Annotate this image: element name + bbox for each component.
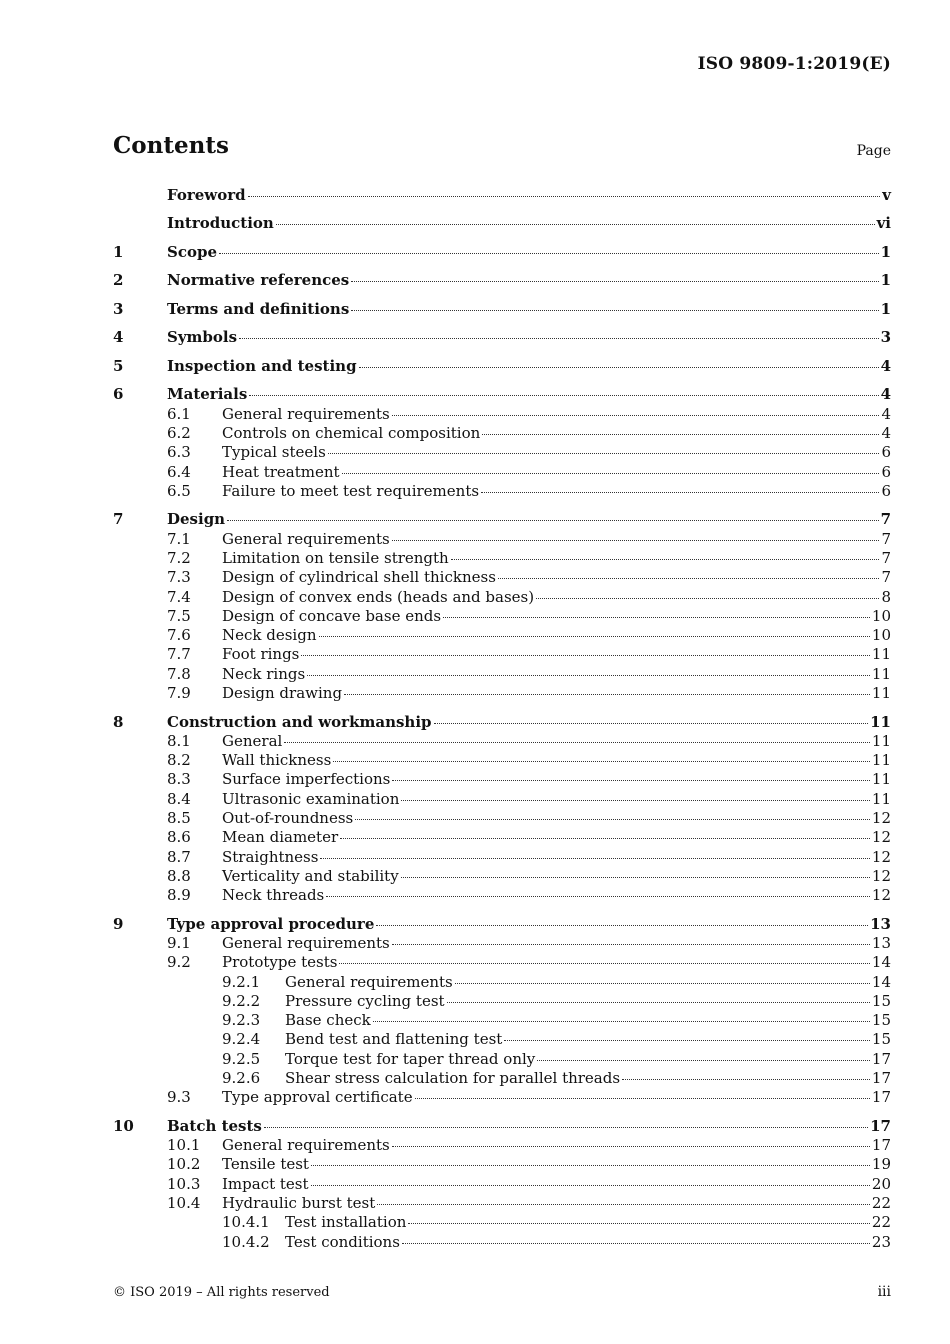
toc-entry-page[interactable]: 11 [871, 664, 891, 683]
toc-entry-number: 8.2 [167, 751, 191, 770]
toc-entry-title[interactable]: Surface imperfections [222, 770, 391, 789]
toc-entry-title[interactable]: Tensile test [222, 1155, 309, 1174]
page-column-label: Page [856, 143, 891, 159]
toc-entry-number: 7.9 [167, 684, 191, 703]
toc-entry-number: 9.3 [167, 1088, 191, 1107]
toc-entry-page[interactable]: 12 [871, 886, 891, 905]
toc-entry-page[interactable]: 23 [871, 1232, 891, 1251]
toc-entry-number: 6 [113, 385, 124, 404]
toc-entry-number: 8.9 [167, 886, 191, 905]
toc-entry[interactable] [113, 510, 891, 529]
toc-entry-page[interactable]: v [882, 186, 891, 204]
toc-entry-title[interactable]: Test installation [285, 1213, 407, 1232]
dot-leader [264, 1127, 868, 1128]
document-code: ISO 9809-1:2019(E) [697, 54, 891, 74]
toc-entry-number: 2 [113, 271, 124, 290]
dot-leader [434, 723, 869, 724]
toc-entry-page[interactable]: 19 [871, 1155, 891, 1174]
toc-entry[interactable] [113, 973, 891, 992]
toc-entry-title[interactable]: Test conditions [285, 1232, 400, 1251]
toc-entry-number: 9.2 [167, 953, 191, 972]
toc-entry-page[interactable]: 11 [871, 645, 891, 664]
toc-entry-number: 7.7 [167, 645, 191, 664]
toc-entry-number: 10.1 [167, 1136, 201, 1155]
toc-entry[interactable] [113, 886, 891, 905]
toc-entry-number: 7.1 [167, 529, 191, 548]
toc-entry-title[interactable]: Verticality and stability [222, 866, 399, 885]
toc-entry[interactable] [113, 328, 891, 347]
toc-entry-number: 9.1 [167, 933, 191, 952]
toc-entry-page[interactable]: 3 [880, 328, 891, 347]
toc-entry-page[interactable]: 13 [870, 914, 891, 933]
toc-entry-page[interactable]: 15 [871, 991, 891, 1010]
toc-entry[interactable] [113, 915, 891, 934]
dot-leader [307, 675, 870, 676]
toc-entry[interactable] [113, 271, 891, 290]
toc-entry-number: 7.3 [167, 568, 191, 587]
dot-leader [447, 1002, 870, 1003]
dot-leader [311, 1165, 870, 1166]
dot-leader [392, 780, 870, 781]
dot-leader [415, 1098, 870, 1099]
dot-leader [504, 1040, 870, 1041]
dot-leader [249, 395, 878, 396]
toc-entry-title[interactable]: Terms and definitions [167, 299, 350, 318]
dot-leader [319, 636, 870, 637]
toc-entry-title[interactable]: Neck rings [222, 664, 306, 683]
toc-entry-number: 10.2 [167, 1155, 201, 1174]
toc-entry-page[interactable]: 4 [880, 356, 891, 375]
toc-entry-page[interactable]: 11 [871, 770, 891, 789]
toc-entry[interactable] [113, 214, 891, 233]
toc-entry[interactable] [113, 186, 891, 205]
toc-entry[interactable] [113, 848, 891, 867]
toc-entry-title[interactable]: Pressure cycling test [285, 991, 445, 1010]
toc-entry-page[interactable]: 17 [871, 1088, 891, 1107]
footer-page-number: iii [877, 1284, 891, 1300]
toc-entry[interactable] [113, 751, 891, 770]
toc-entry-number: 8.7 [167, 847, 191, 866]
dot-leader [284, 742, 870, 743]
toc-entry-page[interactable]: 15 [871, 1030, 891, 1049]
dot-leader [377, 1204, 870, 1205]
toc-entry-number: 7.5 [167, 606, 191, 625]
toc-entry-title[interactable]: Foreword [167, 186, 246, 204]
toc-entry[interactable] [113, 482, 891, 501]
toc-entry-page[interactable]: 12 [871, 866, 891, 885]
toc-entry-number: 8.6 [167, 828, 191, 847]
dot-leader [392, 1146, 870, 1147]
toc-entry-number: 7.6 [167, 626, 191, 645]
toc-entry-page[interactable]: 17 [870, 1116, 891, 1135]
toc-entry-title[interactable]: General requirements [285, 972, 453, 991]
toc-entry-page[interactable]: 1 [880, 271, 891, 290]
toc-entry[interactable] [113, 1194, 891, 1213]
toc-entry-title[interactable]: Failure to meet test requirements [222, 481, 480, 500]
toc-entry[interactable] [113, 953, 891, 972]
dot-leader [342, 473, 880, 474]
toc-entry[interactable] [113, 1213, 891, 1232]
table-of-contents [113, 186, 891, 1252]
toc-entry[interactable] [113, 1030, 891, 1049]
dot-leader [392, 540, 880, 541]
toc-entry-number: 9.2.6 [222, 1069, 261, 1088]
dot-leader [536, 598, 879, 599]
toc-entry-page[interactable]: 7 [880, 510, 891, 529]
toc-entry-title[interactable]: Introduction [167, 214, 274, 233]
toc-entry-number: 9.2.4 [222, 1030, 261, 1049]
dot-leader [311, 1185, 870, 1186]
toc-entry-title[interactable]: Design of convex ends (heads and bases) [222, 587, 535, 606]
toc-entry-title[interactable]: Out-of-roundness [222, 809, 354, 827]
toc-entry-number: 6.4 [167, 462, 191, 481]
dot-leader [344, 694, 870, 695]
dot-leader [333, 761, 870, 762]
dot-leader [392, 944, 870, 945]
toc-entry-number: 5 [113, 356, 124, 375]
toc-entry[interactable] [113, 626, 891, 645]
dot-leader [537, 1060, 870, 1061]
toc-entry-title[interactable]: Inspection and testing [167, 356, 357, 375]
toc-entry-number: 10 [113, 1116, 134, 1135]
toc-entry-number: 8.5 [167, 809, 191, 827]
dot-leader [248, 196, 881, 197]
contents-heading: Contents [113, 132, 229, 159]
toc-entry-page[interactable]: 17 [871, 1136, 891, 1155]
toc-entry-page[interactable]: 10 [871, 606, 891, 625]
footer-copyright: © ISO 2019 – All rights reserved [113, 1285, 330, 1300]
dot-leader [301, 655, 870, 656]
toc-entry[interactable] [113, 1069, 891, 1088]
toc-entry[interactable] [113, 992, 891, 1011]
toc-entry-title[interactable]: Design drawing [222, 684, 343, 703]
toc-entry-title[interactable]: Prototype tests [222, 953, 338, 972]
toc-entry-title[interactable]: General requirements [222, 1136, 390, 1155]
toc-entry-number: 4 [113, 328, 124, 347]
toc-entry-page[interactable]: 4 [880, 385, 891, 404]
toc-entry-page[interactable]: 14 [871, 972, 891, 991]
toc-entry[interactable] [113, 300, 891, 319]
toc-entry[interactable] [113, 385, 891, 404]
toc-entry[interactable] [113, 1175, 891, 1194]
toc-entry-title[interactable]: Type approval procedure [167, 914, 375, 933]
toc-entry-page[interactable]: 1 [880, 299, 891, 318]
toc-entry-number: 9 [113, 914, 124, 933]
dot-leader [376, 925, 868, 926]
dot-leader [401, 877, 870, 878]
toc-entry-page[interactable]: vi [876, 214, 891, 233]
dot-leader [227, 520, 878, 521]
toc-entry-title[interactable]: Construction and workmanship [167, 712, 432, 731]
toc-entry-page[interactable]: 11 [871, 684, 891, 703]
toc-entry-title[interactable]: Bend test and flattening test [285, 1030, 503, 1049]
toc-entry-page[interactable]: 8 [881, 587, 891, 606]
dot-leader [326, 896, 870, 897]
toc-entry-page[interactable]: 11 [871, 751, 891, 770]
toc-entry-page[interactable]: 4 [881, 423, 891, 442]
toc-entry[interactable] [113, 424, 891, 443]
toc-entry-number: 7.4 [167, 587, 191, 606]
toc-entry-number: 6.2 [167, 423, 191, 442]
toc-entry[interactable] [113, 934, 891, 953]
toc-entry-number: 7.2 [167, 548, 191, 567]
toc-entry-title[interactable]: Mean diameter [222, 828, 339, 847]
dot-leader [443, 617, 870, 618]
toc-entry-number: 8.3 [167, 770, 191, 789]
toc-entry-number: 7 [113, 510, 124, 529]
toc-entry[interactable] [113, 1117, 891, 1136]
toc-entry-title[interactable]: Scope [167, 242, 218, 261]
toc-entry-title[interactable]: Design of cylindrical shell thickness [222, 568, 496, 587]
toc-entry[interactable] [113, 645, 891, 664]
dot-leader [355, 819, 870, 820]
dot-leader [402, 1243, 870, 1244]
toc-entry-page[interactable]: 4 [881, 404, 891, 423]
toc-entry[interactable] [113, 1136, 891, 1155]
toc-entry[interactable] [113, 732, 891, 751]
dot-leader [320, 858, 869, 859]
toc-entry-title[interactable]: Ultrasonic examination [222, 789, 400, 808]
toc-entry[interactable] [113, 607, 891, 626]
toc-entry-title[interactable]: Controls on chemical composition [222, 423, 481, 442]
toc-entry-number: 7.8 [167, 664, 191, 683]
toc-entry-number: 6.1 [167, 404, 191, 423]
toc-entry[interactable] [113, 243, 891, 262]
toc-entry[interactable] [113, 828, 891, 847]
toc-entry-number: 10.3 [167, 1174, 201, 1193]
toc-entry-number: 10.4 [167, 1194, 201, 1213]
toc-entry-title[interactable]: Typical steels [222, 443, 326, 462]
toc-entry-title[interactable]: Straightness [222, 847, 319, 866]
toc-entry[interactable] [113, 443, 891, 462]
toc-entry[interactable] [113, 357, 891, 376]
dot-leader [351, 310, 878, 311]
toc-entry[interactable] [113, 809, 891, 828]
toc-entry[interactable] [113, 1088, 891, 1107]
toc-entry-title[interactable]: Base check [285, 1011, 371, 1030]
toc-entry-title[interactable]: Impact test [222, 1174, 309, 1193]
toc-entry-page[interactable]: 20 [871, 1174, 891, 1193]
toc-entry-page[interactable]: 14 [871, 953, 891, 972]
toc-entry-title[interactable]: Torque test for taper thread only [285, 1049, 536, 1068]
toc-entry[interactable] [113, 867, 891, 886]
dot-leader [498, 578, 880, 579]
toc-entry[interactable] [113, 684, 891, 703]
toc-entry-title[interactable]: Limitation on tensile strength [222, 548, 449, 567]
toc-entry-title[interactable]: Design of concave base ends [222, 606, 442, 625]
dot-leader [408, 1223, 870, 1224]
toc-entry[interactable] [113, 1050, 891, 1069]
toc-entry-title[interactable]: Foot rings [222, 645, 300, 664]
dot-leader [622, 1079, 870, 1080]
toc-entry-number: 10.4.1 [222, 1213, 270, 1232]
toc-entry-page[interactable]: 11 [871, 731, 891, 750]
toc-entry-title[interactable]: General requirements [222, 933, 390, 952]
toc-entry[interactable] [113, 790, 891, 809]
toc-entry-title[interactable]: General [222, 731, 283, 750]
toc-entry-page[interactable]: 1 [880, 242, 891, 261]
toc-entry-title[interactable]: Materials [167, 385, 248, 404]
dot-leader [359, 367, 879, 368]
toc-entry-number: 9.2.2 [222, 991, 261, 1010]
dot-leader [239, 338, 879, 339]
toc-entry-number: 8.8 [167, 866, 191, 885]
toc-entry-title[interactable]: Shear stress calculation for parallel threads [285, 1069, 621, 1088]
toc-entry[interactable] [113, 1155, 891, 1174]
toc-entry-page[interactable]: 7 [881, 529, 891, 548]
toc-entry-page[interactable]: 7 [881, 568, 891, 587]
toc-entry-number: 6.5 [167, 481, 191, 500]
toc-entry[interactable] [113, 588, 891, 607]
dot-leader [219, 253, 879, 254]
dot-leader [340, 838, 870, 839]
toc-entry-page[interactable]: 6 [881, 443, 891, 462]
toc-entry-page[interactable]: 15 [871, 1011, 891, 1030]
dot-leader [276, 224, 875, 225]
toc-entry-page[interactable]: 13 [871, 933, 891, 952]
toc-entry-title[interactable]: Wall thickness [222, 751, 332, 770]
toc-entry-title[interactable]: Normative references [167, 271, 350, 290]
toc-entry-page[interactable]: 12 [871, 809, 891, 827]
toc-entry-number: 8.4 [167, 789, 191, 808]
toc-entry-number: 9.2.1 [222, 972, 261, 991]
toc-entry-page[interactable]: 17 [871, 1049, 891, 1068]
dot-leader [481, 492, 879, 493]
toc-entry-page[interactable]: 17 [871, 1069, 891, 1088]
toc-entry-number: 10.4.2 [222, 1232, 270, 1251]
toc-entry[interactable] [113, 463, 891, 482]
toc-entry-title[interactable]: Batch tests [167, 1116, 262, 1135]
dot-leader [328, 453, 880, 454]
toc-entry-page[interactable]: 22 [871, 1213, 891, 1232]
toc-entry-title[interactable]: Design [167, 510, 226, 529]
dot-leader [373, 1021, 870, 1022]
dot-leader [392, 415, 880, 416]
dot-leader [351, 281, 878, 282]
toc-entry[interactable] [113, 1233, 891, 1252]
dot-leader [401, 800, 870, 801]
toc-entry-number: 8.1 [167, 731, 191, 750]
toc-entry[interactable] [113, 549, 891, 568]
toc-entry-title[interactable]: General requirements [222, 529, 390, 548]
toc-entry-number: 1 [113, 242, 124, 261]
toc-entry-title[interactable]: Heat treatment [222, 462, 340, 481]
toc-entry-number: 8 [113, 712, 124, 731]
dot-leader [455, 983, 870, 984]
toc-entry-page[interactable]: 12 [871, 828, 891, 847]
dot-leader [482, 434, 879, 435]
toc-entry[interactable] [113, 530, 891, 549]
toc-entry-title[interactable]: Hydraulic burst test [222, 1194, 376, 1213]
toc-entry[interactable] [113, 405, 891, 424]
toc-entry[interactable] [113, 665, 891, 684]
toc-entry-number: 6.3 [167, 443, 191, 462]
toc-entry-page[interactable]: 11 [870, 712, 891, 731]
dot-leader [451, 559, 880, 560]
toc-entry-page[interactable]: 7 [881, 548, 891, 567]
toc-entry-page[interactable]: 6 [881, 462, 891, 481]
toc-entry[interactable] [113, 713, 891, 732]
toc-entry[interactable] [113, 1011, 891, 1030]
toc-entry-title[interactable]: Symbols [167, 328, 238, 347]
toc-entry-page[interactable]: 22 [871, 1194, 891, 1213]
toc-entry-page[interactable]: 11 [871, 789, 891, 808]
toc-entry-title[interactable]: Neck threads [222, 886, 325, 905]
toc-entry[interactable] [113, 568, 891, 587]
dot-leader [339, 963, 869, 964]
toc-entry-page[interactable]: 12 [871, 847, 891, 866]
toc-entry-page[interactable]: 6 [881, 481, 891, 500]
toc-entry-title[interactable]: General requirements [222, 404, 390, 423]
toc-entry-number: 9.2.5 [222, 1049, 261, 1068]
toc-entry-title[interactable]: Neck design [222, 626, 317, 645]
toc-entry-number: 3 [113, 299, 124, 318]
toc-entry-number: 9.2.3 [222, 1011, 261, 1030]
toc-entry[interactable] [113, 770, 891, 789]
toc-entry-title[interactable]: Type approval certificate [222, 1088, 413, 1107]
toc-entry-page[interactable]: 10 [871, 626, 891, 645]
